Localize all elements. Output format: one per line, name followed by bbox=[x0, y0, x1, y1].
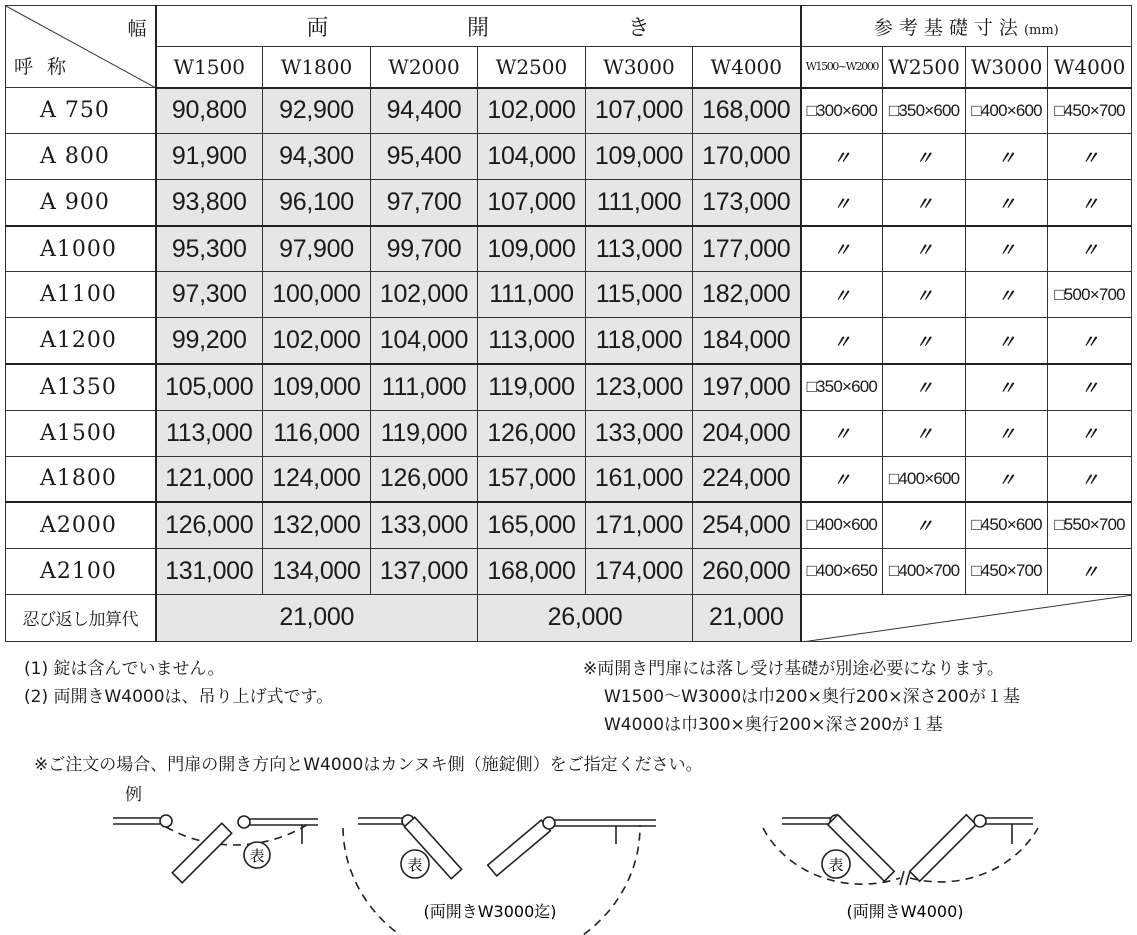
foundation-size-cell: 〃 bbox=[883, 410, 966, 456]
price-cell: 95,300 bbox=[156, 226, 263, 272]
foundation-size-cell: □400×600 bbox=[801, 502, 883, 548]
note-lift: (2) 両開きW4000は、吊り上げ式です。 bbox=[24, 687, 334, 707]
foundation-size-cell: 〃 bbox=[801, 180, 883, 226]
price-cell: 109,000 bbox=[263, 364, 371, 410]
price-cell: 170,000 bbox=[693, 134, 801, 180]
col-header: W1500 bbox=[156, 47, 263, 88]
row-name: A1100 bbox=[6, 272, 156, 318]
price-cell: 126,000 bbox=[156, 502, 263, 548]
price-cell: 97,900 bbox=[263, 226, 371, 272]
price-cell: 182,000 bbox=[693, 272, 801, 318]
col-header: W2500 bbox=[478, 47, 586, 88]
price-table bbox=[5, 5, 1132, 642]
row-name: A 800 bbox=[6, 134, 156, 180]
price-cell: 165,000 bbox=[478, 502, 586, 548]
foundation-size-cell: 〃 bbox=[966, 318, 1048, 364]
foundation-size-cell: 〃 bbox=[883, 364, 966, 410]
extra-cost-value: 26,000 bbox=[478, 594, 693, 641]
foundation-size-cell: □550×700 bbox=[1048, 502, 1132, 548]
foundation-size-cell: 〃 bbox=[966, 180, 1048, 226]
extra-cost-value: 21,000 bbox=[693, 594, 801, 641]
price-cell: 100,000 bbox=[263, 272, 371, 318]
price-cell: 113,000 bbox=[478, 318, 586, 364]
group-header-reference bbox=[801, 6, 1132, 47]
price-cell: 95,400 bbox=[371, 134, 478, 180]
price-cell: 102,000 bbox=[371, 272, 478, 318]
price-cell: 113,000 bbox=[586, 226, 693, 272]
example-label: 例 bbox=[125, 785, 142, 805]
reference-unit: (mm) bbox=[1023, 22, 1059, 38]
front-mark: 表 bbox=[249, 847, 265, 865]
price-cell: 111,000 bbox=[586, 180, 693, 226]
price-cell: 177,000 bbox=[693, 226, 801, 272]
price-cell: 97,300 bbox=[156, 272, 263, 318]
foundation-size-cell: □450×700 bbox=[966, 548, 1048, 594]
price-cell: 174,000 bbox=[586, 548, 693, 594]
price-cell: 111,000 bbox=[478, 272, 586, 318]
foundation-size-cell: 〃 bbox=[883, 180, 966, 226]
corner-top-label: 幅 bbox=[127, 18, 147, 40]
foundation-size-cell: 〃 bbox=[883, 502, 966, 548]
price-cell: 157,000 bbox=[478, 456, 586, 502]
price-cell: 224,000 bbox=[693, 456, 801, 502]
foundation-size-cell: 〃 bbox=[1048, 180, 1132, 226]
row-name: A 900 bbox=[6, 180, 156, 226]
price-cell: 168,000 bbox=[693, 88, 801, 134]
row-name: A2000 bbox=[6, 502, 156, 548]
price-cell: 171,000 bbox=[586, 502, 693, 548]
ref-col-header: W4000 bbox=[1048, 47, 1132, 88]
price-cell: 109,000 bbox=[478, 226, 586, 272]
table-row bbox=[6, 456, 1132, 502]
price-cell: 132,000 bbox=[263, 502, 371, 548]
price-cell: 116,000 bbox=[263, 410, 371, 456]
foundation-size-cell: □450×700 bbox=[1048, 88, 1132, 134]
blank-diagonal bbox=[802, 595, 1132, 642]
foundation-size-cell: 〃 bbox=[801, 318, 883, 364]
price-cell: 92,900 bbox=[263, 88, 371, 134]
price-cell: 107,000 bbox=[586, 88, 693, 134]
corner-bottom-label: 呼 称 bbox=[14, 56, 71, 79]
extra-cost-label: 忍び返し加算代 bbox=[6, 594, 156, 641]
foundation-size-cell: 〃 bbox=[1048, 456, 1132, 502]
foundation-size-cell: 〃 bbox=[966, 134, 1048, 180]
price-cell: 94,400 bbox=[371, 88, 478, 134]
price-cell: 119,000 bbox=[371, 410, 478, 456]
price-cell: 119,000 bbox=[478, 364, 586, 410]
foundation-size-cell: □400×600 bbox=[966, 88, 1048, 134]
foundation-size-cell: □400×600 bbox=[883, 456, 966, 502]
foundation-size-cell: 〃 bbox=[1048, 548, 1132, 594]
group-header-double-opening bbox=[156, 6, 801, 47]
col-header: W4000 bbox=[693, 47, 801, 88]
price-cell: 184,000 bbox=[693, 318, 801, 364]
price-cell: 90,800 bbox=[156, 88, 263, 134]
price-cell: 109,000 bbox=[586, 134, 693, 180]
foundation-size-cell: □350×600 bbox=[801, 364, 883, 410]
table-row bbox=[6, 134, 1132, 180]
row-name: A2100 bbox=[6, 548, 156, 594]
table-row bbox=[6, 226, 1132, 272]
price-cell: 131,000 bbox=[156, 548, 263, 594]
table-row bbox=[6, 318, 1132, 364]
front-mark: 表 bbox=[828, 856, 844, 874]
foundation-size-cell: 〃 bbox=[1048, 364, 1132, 410]
price-cell: 107,000 bbox=[478, 180, 586, 226]
foundation-size-cell: 〃 bbox=[966, 364, 1048, 410]
table-row bbox=[6, 548, 1132, 594]
foundation-size-cell: 〃 bbox=[1048, 134, 1132, 180]
price-cell: 133,000 bbox=[371, 502, 478, 548]
foundation-size-cell: 〃 bbox=[966, 272, 1048, 318]
price-cell: 105,000 bbox=[156, 364, 263, 410]
price-cell: 111,000 bbox=[371, 364, 478, 410]
foundation-size-cell: □400×700 bbox=[883, 548, 966, 594]
row-name: A1800 bbox=[6, 456, 156, 502]
foundation-size-cell: 〃 bbox=[801, 272, 883, 318]
gate-example-3 bbox=[763, 815, 1038, 885]
foundation-size-cell: 〃 bbox=[801, 226, 883, 272]
price-cell: 113,000 bbox=[156, 410, 263, 456]
price-cell: 173,000 bbox=[693, 180, 801, 226]
foundation-size-cell: □450×600 bbox=[966, 502, 1048, 548]
foundation-size-cell: 〃 bbox=[883, 134, 966, 180]
col-header: W1800 bbox=[263, 47, 371, 88]
price-cell: 96,100 bbox=[263, 180, 371, 226]
foundation-size-cell: 〃 bbox=[801, 410, 883, 456]
price-cell: 102,000 bbox=[478, 88, 586, 134]
ref-col-header: W1500~W2000 bbox=[801, 47, 883, 88]
table-row bbox=[6, 180, 1132, 226]
foundation-size-cell: 〃 bbox=[966, 226, 1048, 272]
price-cell: 99,200 bbox=[156, 318, 263, 364]
foundation-size-cell: 〃 bbox=[966, 410, 1048, 456]
front-mark: 表 bbox=[407, 856, 423, 874]
price-cell: 260,000 bbox=[693, 548, 801, 594]
price-cell: 121,000 bbox=[156, 456, 263, 502]
price-cell: 126,000 bbox=[371, 456, 478, 502]
price-cell: 137,000 bbox=[371, 548, 478, 594]
group-header-char: 両 bbox=[306, 15, 329, 41]
group-header-char: き bbox=[627, 15, 650, 41]
extra-cost-value: 21,000 bbox=[156, 594, 478, 641]
table-row bbox=[6, 502, 1132, 548]
price-cell: 97,700 bbox=[371, 180, 478, 226]
reference-title: 参考基礎寸法 bbox=[873, 16, 1024, 39]
foundation-size-cell: 〃 bbox=[883, 318, 966, 364]
price-cell: 161,000 bbox=[586, 456, 693, 502]
caption-w4000: (両開きW4000) bbox=[846, 902, 964, 921]
foundation-size-cell: 〃 bbox=[801, 134, 883, 180]
price-cell: 94,300 bbox=[263, 134, 371, 180]
foundation-size-cell: 〃 bbox=[1048, 318, 1132, 364]
col-header: W3000 bbox=[586, 47, 693, 88]
price-cell: 126,000 bbox=[478, 410, 586, 456]
note-lock: (1) 錠は含んでいません。 bbox=[24, 659, 225, 679]
note-order: ※ご注文の場合、門扉の開き方向とW4000はカンヌキ側（施錠側）をご指定ください。 bbox=[34, 755, 703, 775]
price-cell: 204,000 bbox=[693, 410, 801, 456]
row-name: A1000 bbox=[6, 226, 156, 272]
note-foundation: ※両開き門扉には落し受け基礎が別途必要になります。 bbox=[583, 659, 1004, 679]
ref-col-header: W3000 bbox=[966, 47, 1048, 88]
price-cell: 104,000 bbox=[478, 134, 586, 180]
price-cell: 99,700 bbox=[371, 226, 478, 272]
extra-cost-blank bbox=[801, 594, 1132, 641]
row-name: A 750 bbox=[6, 88, 156, 134]
table-row bbox=[6, 272, 1132, 318]
price-cell: 197,000 bbox=[693, 364, 801, 410]
table-row bbox=[6, 410, 1132, 456]
gate-example-1 bbox=[113, 815, 318, 883]
ref-col-header: W2500 bbox=[883, 47, 966, 88]
note-foundation-w3000: W1500～W3000は巾200×奥行200×深さ200が１基 bbox=[604, 687, 1020, 707]
price-cell: 115,000 bbox=[586, 272, 693, 318]
foundation-size-cell: □400×650 bbox=[801, 548, 883, 594]
table-row bbox=[6, 88, 1132, 134]
row-name: A1350 bbox=[6, 364, 156, 410]
gate-diagram bbox=[0, 778, 1137, 935]
foundation-size-cell: 〃 bbox=[883, 226, 966, 272]
foundation-size-cell: □300×600 bbox=[801, 88, 883, 134]
group-header-char: 開 bbox=[467, 15, 490, 41]
row-name: A1500 bbox=[6, 410, 156, 456]
price-cell: 93,800 bbox=[156, 180, 263, 226]
caption-w3000: (両開きW3000迄) bbox=[423, 902, 557, 921]
price-cell: 118,000 bbox=[586, 318, 693, 364]
price-cell: 104,000 bbox=[371, 318, 478, 364]
foundation-size-cell: 〃 bbox=[1048, 410, 1132, 456]
price-cell: 123,000 bbox=[586, 364, 693, 410]
foundation-size-cell: □500×700 bbox=[1048, 272, 1132, 318]
table-row bbox=[6, 364, 1132, 410]
row-name: A1200 bbox=[6, 318, 156, 364]
price-cell: 254,000 bbox=[693, 502, 801, 548]
col-header: W2000 bbox=[371, 47, 478, 88]
corner-header bbox=[6, 6, 156, 88]
price-cell: 102,000 bbox=[263, 318, 371, 364]
price-cell: 168,000 bbox=[478, 548, 586, 594]
foundation-size-cell: □350×600 bbox=[883, 88, 966, 134]
foundation-size-cell: 〃 bbox=[1048, 226, 1132, 272]
foundation-size-cell: 〃 bbox=[966, 456, 1048, 502]
price-cell: 91,900 bbox=[156, 134, 263, 180]
foundation-size-cell: 〃 bbox=[801, 456, 883, 502]
price-cell: 124,000 bbox=[263, 456, 371, 502]
note-foundation-w4000: W4000は巾300×奥行200×深さ200が１基 bbox=[604, 715, 943, 735]
price-cell: 133,000 bbox=[586, 410, 693, 456]
price-cell: 134,000 bbox=[263, 548, 371, 594]
foundation-size-cell: 〃 bbox=[883, 272, 966, 318]
